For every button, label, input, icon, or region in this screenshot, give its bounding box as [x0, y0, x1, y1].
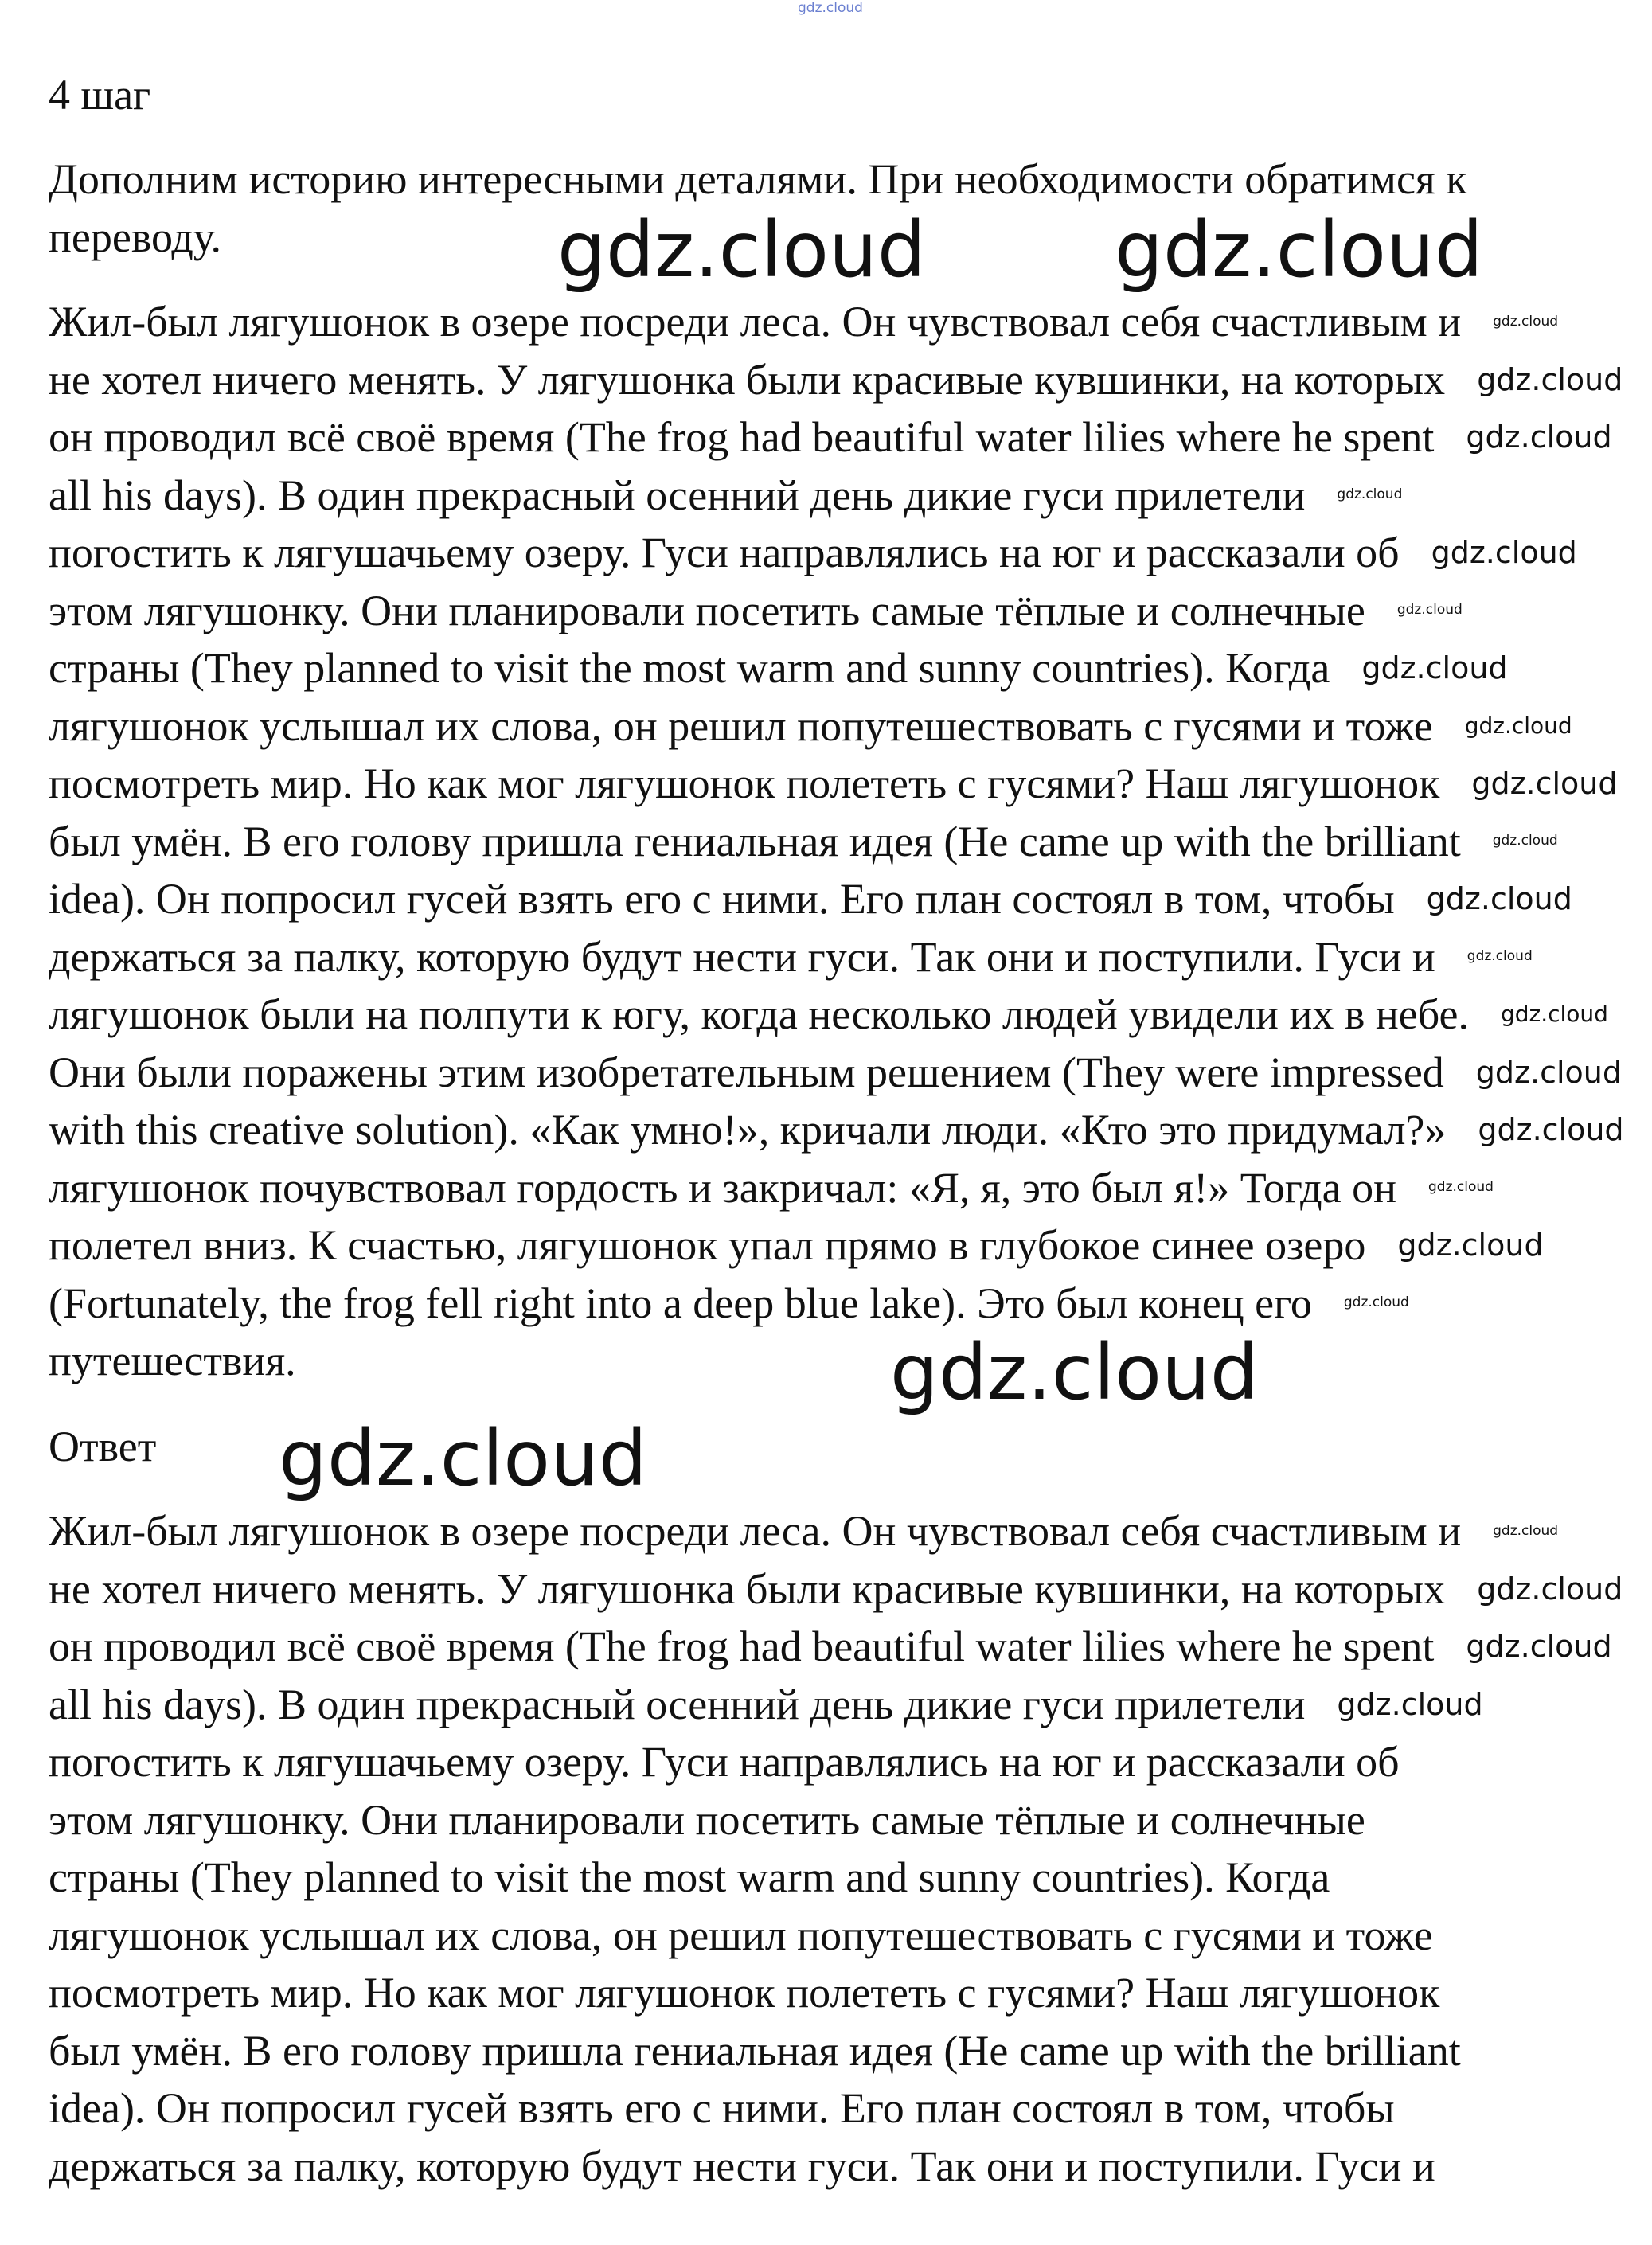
text-line: (Fortunately, the frog fell right into a deep blue lake). Это был конец его: [49, 1279, 1312, 1327]
step-title-text: 4 шаг: [49, 71, 151, 119]
watermark: gdz.cloud: [1493, 1522, 1559, 1539]
text-line: Жил-был лягушонок в озере посреди леса. Он чувствовал себя счастливым и: [49, 298, 1462, 346]
text-line: лягушонок услышал их слова, он решил попутешествовать с гусями и тоже: [49, 1911, 1433, 1959]
text-line: держаться за палку, которую будут нести гуси. Так они и поступили. Гуси и: [49, 932, 1435, 981]
watermark: gdz.cloud: [1493, 313, 1559, 330]
text-line: этом лягушонку. Они планировали посетить самые тёплые и солнечные: [49, 586, 1365, 634]
watermark: gdz.cloud: [1500, 1001, 1608, 1028]
watermark: gdz.cloud: [1477, 1571, 1623, 1607]
step-title: [49, 66, 150, 124]
story-paragraph: [49, 293, 1469, 1390]
watermark: gdz.cloud: [1397, 1228, 1544, 1263]
text-line: Они были поражены этим изобретательным решением (They were impressed: [49, 1048, 1444, 1096]
watermark: gdz.cloud: [1475, 1054, 1622, 1090]
watermark: gdz.cloud: [557, 205, 926, 295]
text-line: путешествия.: [49, 1337, 296, 1384]
watermark: gdz.cloud: [1492, 833, 1558, 849]
text-line: all his days). В один прекрасный осенний день дикие гуси прилетели: [49, 470, 1306, 519]
watermark: gdz.cloud: [279, 1414, 647, 1503]
watermark: gdz.cloud: [1477, 361, 1623, 397]
watermark-top: gdz.cloud: [798, 0, 863, 16]
text-line: страны (They planned to visit the most warm and sunny countries). Когда: [49, 1853, 1330, 1901]
watermark: gdz.cloud: [1426, 881, 1572, 917]
text-line: idea). Он попросил гусей взять его с ними. Его план состоял в том, чтобы: [49, 875, 1395, 923]
watermark: gdz.cloud: [1466, 1629, 1612, 1665]
text-line: переводу.: [49, 213, 221, 261]
text-line: он проводил всё своё время (The frog had beautiful water lilies where he spent: [49, 413, 1435, 461]
answer-label: Ответ: [49, 1423, 157, 1470]
watermark: gdz.cloud: [1396, 602, 1463, 619]
text-line: не хотел ничего менять. У лягушонка были красивые кувшинки, на которых: [49, 355, 1446, 404]
text-line: Жил-был лягушонок в озере посреди леса. Он чувствовал себя счастливым и: [49, 1507, 1462, 1555]
text-line: with this creative solution). «Как умно!», кричали люди. «Кто это придумал?»: [49, 1106, 1447, 1154]
text-line: посмотреть мир. Но как мог лягушонок полететь с гусями? Наш лягушонок: [49, 1969, 1440, 2017]
watermark: gdz.cloud: [1478, 1112, 1624, 1148]
text-line: all his days). В один прекрасный осенний день дикие гуси прилетели: [49, 1680, 1306, 1728]
text-line: этом лягушонку. Они планировали посетить самые тёплые и солнечные: [49, 1795, 1365, 1844]
watermark: gdz.cloud: [1471, 766, 1618, 802]
watermark: gdz.cloud: [1361, 650, 1508, 686]
watermark: gdz.cloud: [1466, 948, 1533, 965]
watermark: gdz.cloud: [1428, 1179, 1494, 1196]
text-line: idea). Он попросил гусей взять его с ними. Его план состоял в том, чтобы: [49, 2084, 1395, 2132]
watermark: gdz.cloud: [1466, 420, 1612, 455]
text-line: был умён. В его голову пришла гениальная идея (He came up with the brilliant: [49, 2026, 1461, 2075]
text-line: лягушонок были на полпути к югу, когда несколько людей увидели их в небе.: [49, 990, 1469, 1038]
text-line: погостить к лягушачьему озеру. Гуси направлялись на юг и рассказали об: [49, 529, 1400, 576]
watermark: gdz.cloud: [1337, 1686, 1483, 1722]
watermark: gdz.cloud: [1431, 535, 1577, 571]
watermark: gdz.cloud: [890, 1328, 1259, 1417]
text-line: лягушонок услышал их слова, он решил попутешествовать с гусями и тоже: [49, 701, 1433, 750]
watermark: gdz.cloud: [1115, 205, 1483, 295]
text-line: посмотреть мир. Но как мог лягушонок полететь с гусями? Наш лягушонок: [49, 759, 1440, 807]
text-line: полетел вниз. К счастью, лягушонок упал прямо в глубокое синее озеро: [49, 1221, 1366, 1269]
watermark: gdz.cloud: [1343, 1294, 1409, 1311]
answer-paragraph: [49, 1502, 1461, 2195]
text-line: Дополним историю интересными деталями. При необходимости обратимся к: [49, 155, 1467, 203]
watermark: gdz.cloud: [1337, 486, 1403, 503]
text-line: не хотел ничего менять. У лягушонка были красивые кувшинки, на которых: [49, 1564, 1446, 1613]
text-line: он проводил всё своё время (The frog had beautiful water lilies where he spent: [49, 1622, 1435, 1670]
text-line: лягушонок почувствовал гордость и закричал: «Я, я, это был я!» Тогда он: [49, 1163, 1397, 1212]
text-line: держаться за палку, которую будут нести гуси. Так они и поступили. Гуси и: [49, 2142, 1435, 2190]
text-line: был умён. В его голову пришла гениальная идея (He came up with the brilliant: [49, 817, 1461, 865]
text-line: страны (They planned to visit the most warm and sunny countries). Когда: [49, 644, 1330, 692]
text-line: погостить к лягушачьему озеру. Гуси направлялись на юг и рассказали об: [49, 1738, 1400, 1786]
watermark: gdz.cloud: [1464, 712, 1572, 739]
